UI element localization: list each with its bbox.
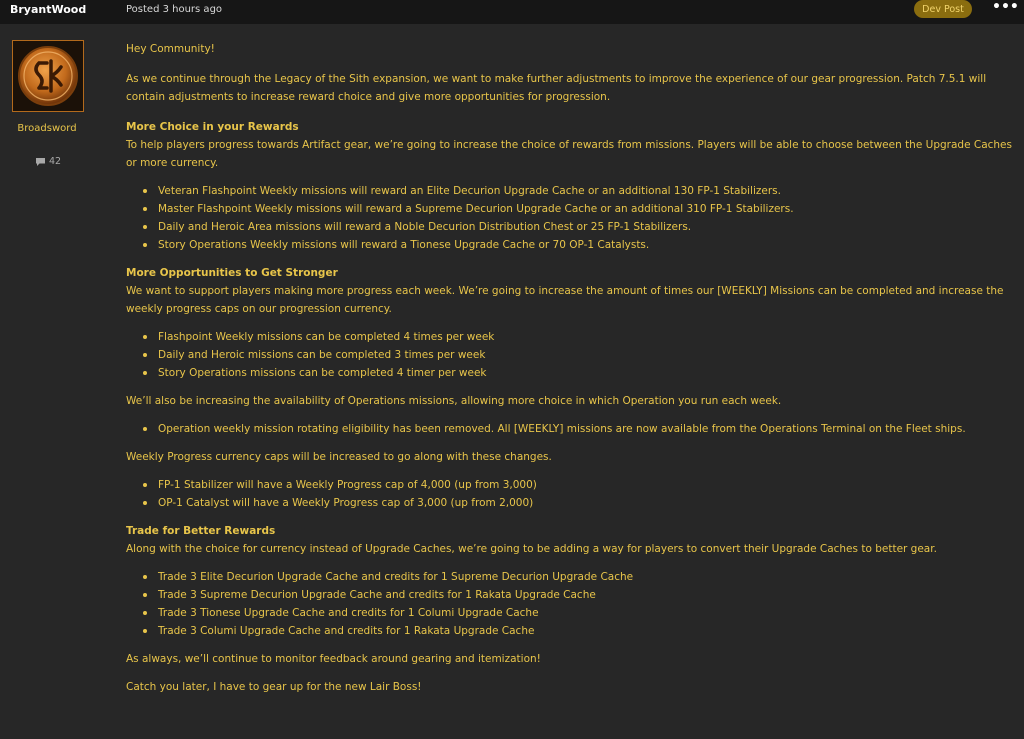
- list-item: Master Flashpoint Weekly missions will reward a Supreme Decurion Upgrade Cache or an additional 310 FP-1 Stabilizers.: [158, 200, 1016, 218]
- swtor-emblem-icon: [17, 45, 79, 107]
- trade-list: [126, 568, 1016, 640]
- list-item: Trade 3 Supreme Decurion Upgrade Cache and credits for 1 Rakata Upgrade Cache: [158, 586, 1016, 604]
- caps-list: [126, 476, 1016, 512]
- post-count: [35, 156, 61, 167]
- dev-post-badge: Dev Post: [914, 0, 972, 18]
- greeting-text: Hey Community!: [126, 43, 215, 55]
- list-item: Trade 3 Columi Upgrade Cache and credits for 1 Rakata Upgrade Cache: [158, 622, 1016, 640]
- more-options-icon[interactable]: •••: [992, 0, 1019, 15]
- signoff-paragraph: Catch you later, I have to gear up for the new Lair Boss!: [126, 681, 422, 693]
- list-item: Flashpoint Weekly missions can be completed 4 times per week: [158, 328, 1016, 346]
- author-panel: [0, 24, 110, 739]
- post-body: [126, 40, 1016, 696]
- post-count-value: 42: [49, 156, 62, 167]
- section-heading-trade: Trade for Better Rewards: [126, 525, 276, 537]
- rewards-list: [126, 182, 1016, 254]
- list-item: Trade 3 Tionese Upgrade Cache and credits for 1 Columi Upgrade Cache: [158, 604, 1016, 622]
- operations-paragraph: We’ll also be increasing the availability of Operations missions, allowing more choice in which Operation you run each week.: [126, 395, 782, 407]
- section-heading-opportunities: More Opportunities to Get Stronger: [126, 267, 338, 279]
- list-item: Daily and Heroic Area missions will reward a Noble Decurion Distribution Chest or 25 FP-1 Stabilizers.: [158, 218, 1016, 236]
- list-item: FP-1 Stabilizer will have a Weekly Progress cap of 4,000 (up from 3,000): [158, 476, 1016, 494]
- list-item: Story Operations Weekly missions will reward a Tionese Upgrade Cache or 70 OP-1 Catalysts.: [158, 236, 1016, 254]
- operations-list: [126, 420, 1016, 438]
- opportunities-list: [126, 328, 1016, 382]
- section-heading-rewards: More Choice in your Rewards: [126, 121, 299, 133]
- list-item: Story Operations missions can be completed 4 timer per week: [158, 364, 1016, 382]
- list-item: Operation weekly mission rotating eligibility has been removed. All [WEEKLY] missions are now available from the Operations Terminal on the Fleet ships.: [158, 420, 1016, 438]
- post-timestamp[interactable]: Posted 3 hours ago: [126, 4, 223, 15]
- caps-paragraph: Weekly Progress currency caps will be increased to go along with these changes.: [126, 451, 552, 463]
- list-item: Veteran Flashpoint Weekly missions will reward an Elite Decurion Upgrade Cache or an additional 130 FP-1 Stabilizers.: [158, 182, 1016, 200]
- comment-icon: [35, 157, 46, 167]
- avatar[interactable]: [12, 40, 84, 112]
- rewards-paragraph: To help players progress towards Artifact gear, we’re going to increase the choice of rewards from missions. Players will be able to choose between the Upgrade Caches or more currency.: [126, 139, 1012, 169]
- intro-paragraph: As we continue through the Legacy of the Sith expansion, we want to make further adjustments to improve the experience of our gear progression. Patch 7.5.1 will contain adjustments to increase reward choice and give more opportunities for progression.: [126, 73, 987, 103]
- post-header: [0, 0, 1024, 24]
- closing-paragraph: As always, we’ll continue to monitor feedback around gearing and itemization!: [126, 653, 541, 665]
- opportunities-paragraph: We want to support players making more progress each week. We’re going to increase the amount of times our [WEEKLY] Missions can be completed and increase the weekly progress caps on our progression currency.: [126, 285, 1004, 315]
- trade-paragraph: Along with the choice for currency instead of Upgrade Caches, we’re going to be adding a way for players to convert their Upgrade Caches to better gear.: [126, 543, 937, 555]
- list-item: Daily and Heroic missions can be completed 3 times per week: [158, 346, 1016, 364]
- list-item: OP-1 Catalyst will have a Weekly Progress cap of 3,000 (up from 2,000): [158, 494, 1016, 512]
- author-rank: Broadsword: [17, 123, 77, 134]
- list-item: Trade 3 Elite Decurion Upgrade Cache and credits for 1 Supreme Decurion Upgrade Cache: [158, 568, 1016, 586]
- author-name-link[interactable]: BryantWood: [10, 3, 87, 16]
